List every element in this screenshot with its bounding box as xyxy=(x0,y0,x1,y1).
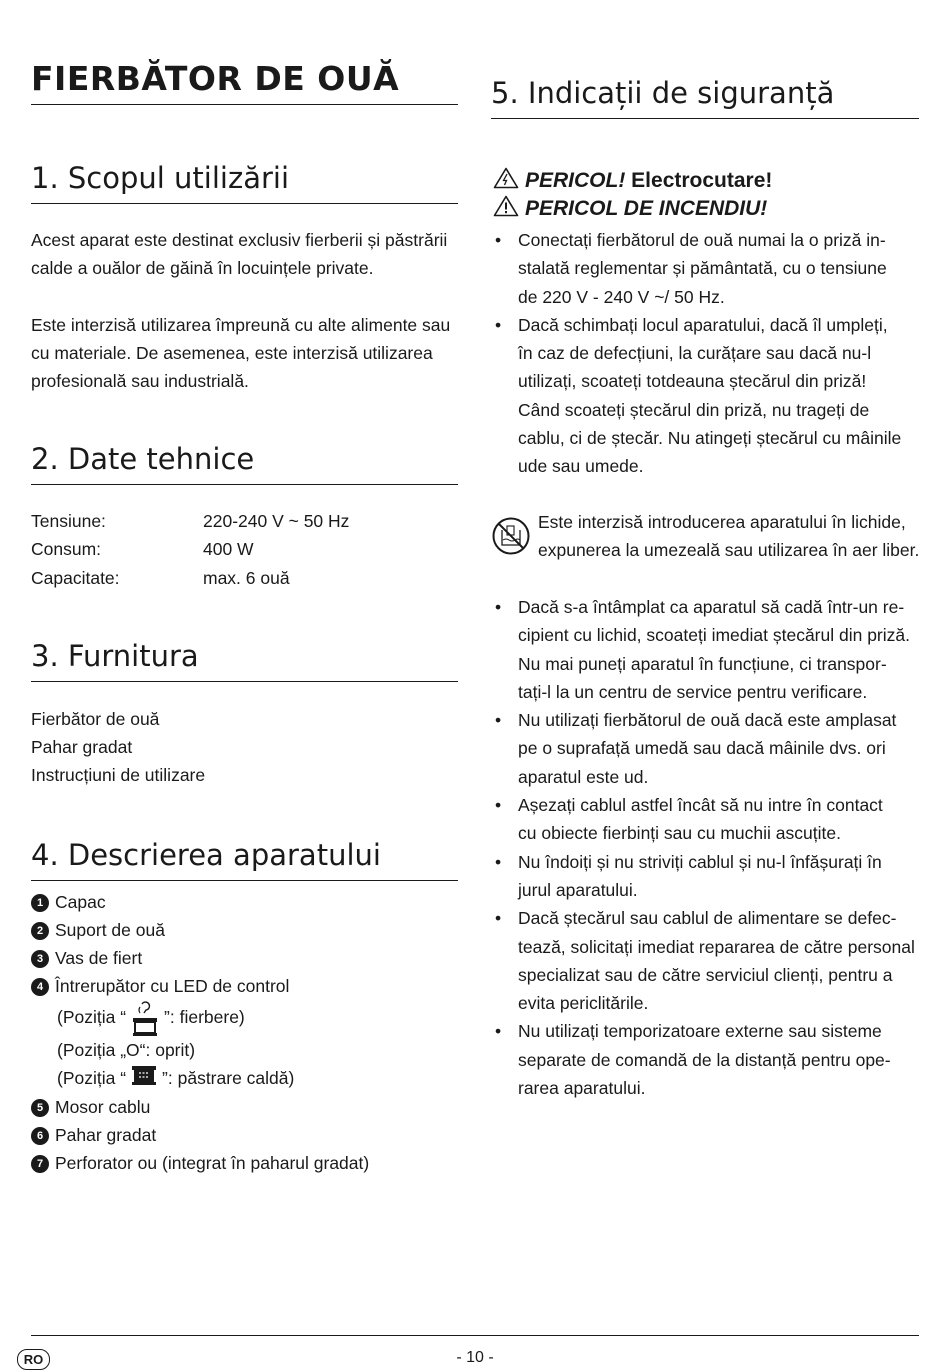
safety-item xyxy=(491,1017,921,1102)
text-line: specializat sau de către serviciul clienți, pentru a xyxy=(518,964,893,985)
text-line: Dacă s-a întâmplat ca aparatul să cadă într-un re- xyxy=(518,597,905,617)
switch-position-boil xyxy=(57,1001,245,1037)
list-item: Pahar gradat xyxy=(31,737,133,758)
tech-value: max. 6 ouă xyxy=(203,568,290,588)
page-title: FIERBĂTOR DE OUĂ xyxy=(31,60,458,105)
position-text: ”: fierbere) xyxy=(164,1007,245,1027)
part-number-badge: 1 xyxy=(31,894,49,912)
warning-icon xyxy=(493,195,519,217)
text-line: ude sau umede. xyxy=(518,456,644,477)
part-item xyxy=(31,916,165,944)
text-line: Este interzisă introducerea aparatului în lichide, xyxy=(538,512,906,532)
part-item xyxy=(31,1121,156,1149)
safety-item xyxy=(491,904,921,1017)
language-badge: RO xyxy=(17,1349,50,1370)
position-text: (Poziția “ xyxy=(57,1068,127,1088)
position-text: (Poziția „O“: oprit) xyxy=(57,1040,196,1060)
part-label: Întrerupător cu LED de control xyxy=(55,976,290,996)
switch-position-warm xyxy=(57,1064,294,1092)
part-label: Suport de ouă xyxy=(55,920,165,940)
danger-fire xyxy=(493,195,767,223)
part-label: Vas de fiert xyxy=(55,948,143,968)
text-line: expunerea la umezeală sau utilizarea în aer liber. xyxy=(538,540,920,561)
text-line: tează, solicitați imediat repararea de către personal xyxy=(518,936,915,957)
part-number-badge: 2 xyxy=(31,922,49,940)
delivery-list xyxy=(31,705,458,790)
part-number-badge: 5 xyxy=(31,1099,49,1117)
list-item: Fierbător de ouă xyxy=(31,709,160,729)
tech-value: 220-240 V ~ 50 Hz xyxy=(203,511,350,531)
part-item xyxy=(31,1149,369,1177)
part-label: Perforator ou (integrat în paharul gradat) xyxy=(55,1153,370,1173)
text-line: în caz de defecțiuni, la curățare sau dacă nu-l xyxy=(518,343,872,364)
section-5-heading: 5. Indicații de siguranță xyxy=(491,75,919,119)
keep-warm-symbol-icon xyxy=(129,1065,159,1087)
text-line: profesională sau industrială. xyxy=(31,371,249,392)
text-line: rarea aparatului. xyxy=(518,1078,646,1099)
text-line: Când scoateți ștecărul din priză, nu trageți de xyxy=(518,399,870,420)
text-line: cu obiecte fierbinți sau cu muchii ascuțite. xyxy=(518,823,841,844)
text-line: tați-l la un centru de service pentru verificare. xyxy=(518,681,868,702)
part-item xyxy=(31,972,289,1000)
part-label: Mosor cablu xyxy=(55,1097,151,1117)
safety-list-2 xyxy=(491,593,921,1102)
text-line: separate de comandă de la distanță pentru ope- xyxy=(518,1049,891,1070)
boil-symbol-icon xyxy=(128,1001,162,1037)
safety-item xyxy=(491,706,921,791)
text-line: Este interzisă utilizarea împreună cu alte alimente sau xyxy=(31,315,451,335)
section-1-heading: 1. Scopul utilizării xyxy=(31,160,458,204)
text-line: stalată reglementar și pământată, cu o tensiune xyxy=(518,258,887,279)
part-number-badge: 6 xyxy=(31,1127,49,1145)
safety-item xyxy=(491,791,921,848)
footer-divider xyxy=(31,1335,919,1336)
warning-electric-icon xyxy=(493,167,519,189)
position-text: ”: păstrare caldă) xyxy=(162,1068,295,1088)
text-line: utilizați, scoateți totdeauna ștecărul din priză! xyxy=(518,371,867,392)
section-1-paragraph-2 xyxy=(31,311,458,396)
text-line: Nu mai puneți aparatul în funcțiune, ci transpor- xyxy=(518,653,887,674)
text-line: Nu utilizați temporizatoare externe sau sisteme xyxy=(518,1021,882,1042)
text-line: Așezați cablul astfel încât să nu intre în contact xyxy=(518,795,883,816)
text-line: evita periclitările. xyxy=(518,993,649,1014)
text-line: de 220 V - 240 V ~/ 50 Hz. xyxy=(518,286,725,307)
part-item xyxy=(31,888,106,916)
text-line: Nu îndoiți și nu striviți cablul și nu-l înfășurați în xyxy=(518,851,882,872)
safety-item xyxy=(491,226,921,311)
danger-label: PERICOL! xyxy=(525,169,626,192)
tech-label: Tensiune: xyxy=(31,511,106,531)
position-text: (Poziția “ xyxy=(57,1007,127,1027)
tech-value: 400 W xyxy=(203,539,254,559)
danger-sublabel: Electrocutare! xyxy=(625,169,773,192)
text-line: Dacă schimbați locul aparatului, dacă îl umpleți, xyxy=(518,314,888,335)
section-3-heading: 3. Furnitura xyxy=(31,638,458,682)
section-2-heading: 2. Date tehnice xyxy=(31,441,458,485)
part-item xyxy=(31,944,142,972)
no-water-immersion-icon xyxy=(491,516,531,556)
text-line: cablu, ci de ștecăr. Nu atingeți ștecărul cu mâinile xyxy=(518,428,902,449)
part-label: Capac xyxy=(55,892,106,912)
text-line: aparatul este ud. xyxy=(518,766,649,787)
text-line: cipient cu lichid, scoateți imediat ștecărul din priză. xyxy=(518,625,910,646)
section-4-heading: 4. Descrierea aparatului xyxy=(31,837,458,881)
prohibition-text xyxy=(538,508,923,565)
danger-electrocution xyxy=(493,167,772,195)
safety-item xyxy=(491,848,921,905)
list-item: Instrucțiuni de utilizare xyxy=(31,765,206,786)
part-label: Pahar gradat xyxy=(55,1125,157,1145)
text-line: Nu utilizați fierbătorul de ouă dacă este amplasat xyxy=(518,710,897,731)
part-number-badge: 7 xyxy=(31,1155,49,1173)
tech-label: Capacitate: xyxy=(31,568,120,588)
text-line: Dacă ștecărul sau cablul de alimentare se defec- xyxy=(518,908,897,929)
part-number-badge: 3 xyxy=(31,950,49,968)
text-line: cu materiale. De asemenea, este interzisă utilizarea xyxy=(31,343,433,364)
part-item xyxy=(31,1093,150,1121)
text-line: jurul aparatului. xyxy=(518,879,638,900)
text-line: pe o suprafață umedă sau dacă mâinile dvs. ori xyxy=(518,738,886,759)
tech-label: Consum: xyxy=(31,539,102,559)
danger-label: PERICOL DE INCENDIU! xyxy=(525,197,768,220)
part-number-badge: 4 xyxy=(31,978,49,996)
text-line: Conectați fierbătorul de ouă numai la o priză in- xyxy=(518,230,886,250)
switch-position-off xyxy=(57,1036,195,1064)
safety-item xyxy=(491,311,921,481)
text-line: Acest aparat este destinat exclusiv fierberii și păstrării xyxy=(31,230,448,250)
safety-item xyxy=(491,593,921,706)
text-line: calde a ouălor de găină în locuințele private. xyxy=(31,258,374,279)
section-1-paragraph-1 xyxy=(31,226,458,282)
safety-list-1 xyxy=(491,226,921,481)
page-number: - 10 - xyxy=(456,1349,494,1366)
